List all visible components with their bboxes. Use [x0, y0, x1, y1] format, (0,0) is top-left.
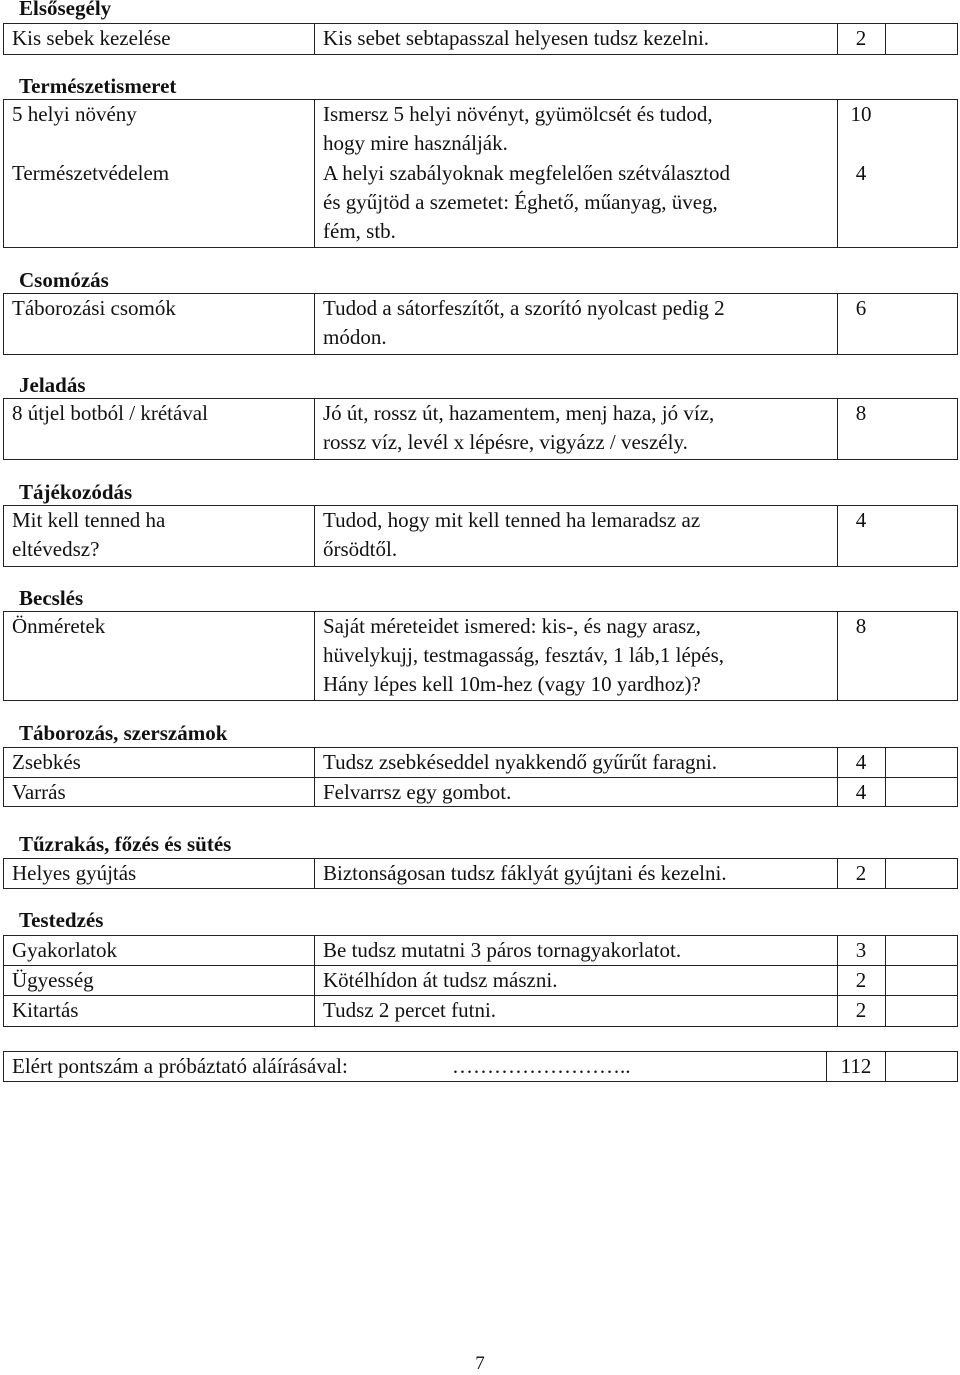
skill-label: Ügyesség	[12, 968, 94, 992]
skill-label: eltévedsz?	[12, 537, 100, 561]
skill-description: Kötélhídon át tudsz mászni.	[323, 968, 558, 992]
skill-label: 8 útjel botból / krétával	[12, 401, 208, 425]
section-title: Jeladás	[19, 373, 86, 397]
skill-description: hogy mire használják.	[323, 131, 508, 155]
section-title: Elsősegély	[19, 0, 112, 20]
section-title: Táborozás, szerszámok	[19, 721, 228, 745]
skill-description: Tudsz 2 percet futni.	[323, 998, 497, 1022]
total-label: Elért pontszám a próbáztató aláírásával:	[12, 1054, 348, 1078]
points-value: 2	[855, 861, 867, 885]
section-title: Csomózás	[19, 268, 109, 292]
points-value: 4	[855, 508, 867, 532]
skill-description: rossz víz, levél x lépésre, vigyázz / veszély.	[323, 430, 688, 454]
skill-label: 5 helyi növény	[12, 102, 137, 126]
skill-description: Saját méreteidet ismered: kis-, és nagy arasz,	[323, 614, 701, 638]
signature-line: ……………………..	[452, 1054, 631, 1078]
skill-description: Hány lépes kell 10m-hez (vagy 10 yardhoz)?	[323, 672, 701, 696]
skill-description: A helyi szabályoknak megfelelően szétválasztod	[323, 161, 731, 185]
skill-label: Helyes gyújtás	[12, 861, 137, 885]
points-value: 3	[855, 938, 867, 962]
skill-label: Önméretek	[12, 614, 106, 638]
skill-description: őrsödtől.	[323, 537, 398, 561]
skill-label: Zsebkés	[12, 750, 81, 774]
points-value: 4	[855, 750, 867, 774]
points-value: 2	[855, 26, 867, 50]
points-value: 6	[855, 296, 867, 320]
section-title: Testedzés	[19, 908, 104, 932]
points-value: 8	[855, 401, 867, 425]
section-title: Tájékozódás	[19, 480, 133, 504]
points-value: 4	[855, 161, 867, 185]
skill-label: Varrás	[12, 780, 66, 804]
skill-description: Kis sebet sebtapasszal helyesen tudsz kezelni.	[323, 26, 710, 50]
section-title: Tűzrakás, főzés és sütés	[19, 832, 232, 856]
skill-label: Kitartás	[12, 998, 79, 1022]
skill-description: Tudod, hogy mit kell tenned ha lemaradsz az	[323, 508, 701, 532]
points-value: 4	[855, 780, 867, 804]
skill-label: Mit kell tenned ha	[12, 508, 166, 532]
page-number: 7	[475, 1353, 485, 1374]
total-points: 112	[840, 1054, 872, 1078]
skill-description: Felvarrsz egy gombot.	[323, 780, 512, 804]
skill-label: Táborozási csomók	[12, 296, 176, 320]
skill-description: Ismersz 5 helyi növényt, gyümölcsét és tudod,	[323, 102, 713, 126]
section-title: Természetismeret	[19, 74, 177, 98]
skill-description: fém, stb.	[323, 219, 396, 243]
points-value: 8	[855, 614, 867, 638]
skill-description: Biztonságosan tudsz fáklyát gyújtani és kezelni.	[323, 861, 727, 885]
skill-label: Kis sebek kezelése	[12, 26, 171, 50]
skill-description: Tudod a sátorfeszítőt, a szorító nyolcast pedig 2	[323, 296, 725, 320]
skill-description: hüvelykujj, testmagasság, fesztáv, 1 láb,1 lépés,	[323, 643, 725, 667]
skill-description: módon.	[323, 325, 387, 349]
skill-description: Jó út, rossz út, hazamentem, menj haza, jó víz,	[323, 401, 715, 425]
skill-label: Gyakorlatok	[12, 938, 117, 962]
points-value: 2	[855, 968, 867, 992]
section-title: Becslés	[19, 586, 84, 610]
skill-description: Tudsz zsebkéseddel nyakkendő gyűrűt faragni.	[323, 750, 718, 774]
skill-description: és gyűjtöd a szemetet: Éghető, műanyag, üveg,	[323, 190, 718, 214]
skill-label: Természetvédelem	[12, 161, 170, 185]
skill-description: Be tudsz mutatni 3 páros tornagyakorlatot.	[323, 938, 682, 962]
points-value: 10	[850, 102, 872, 126]
points-value: 2	[855, 998, 867, 1022]
